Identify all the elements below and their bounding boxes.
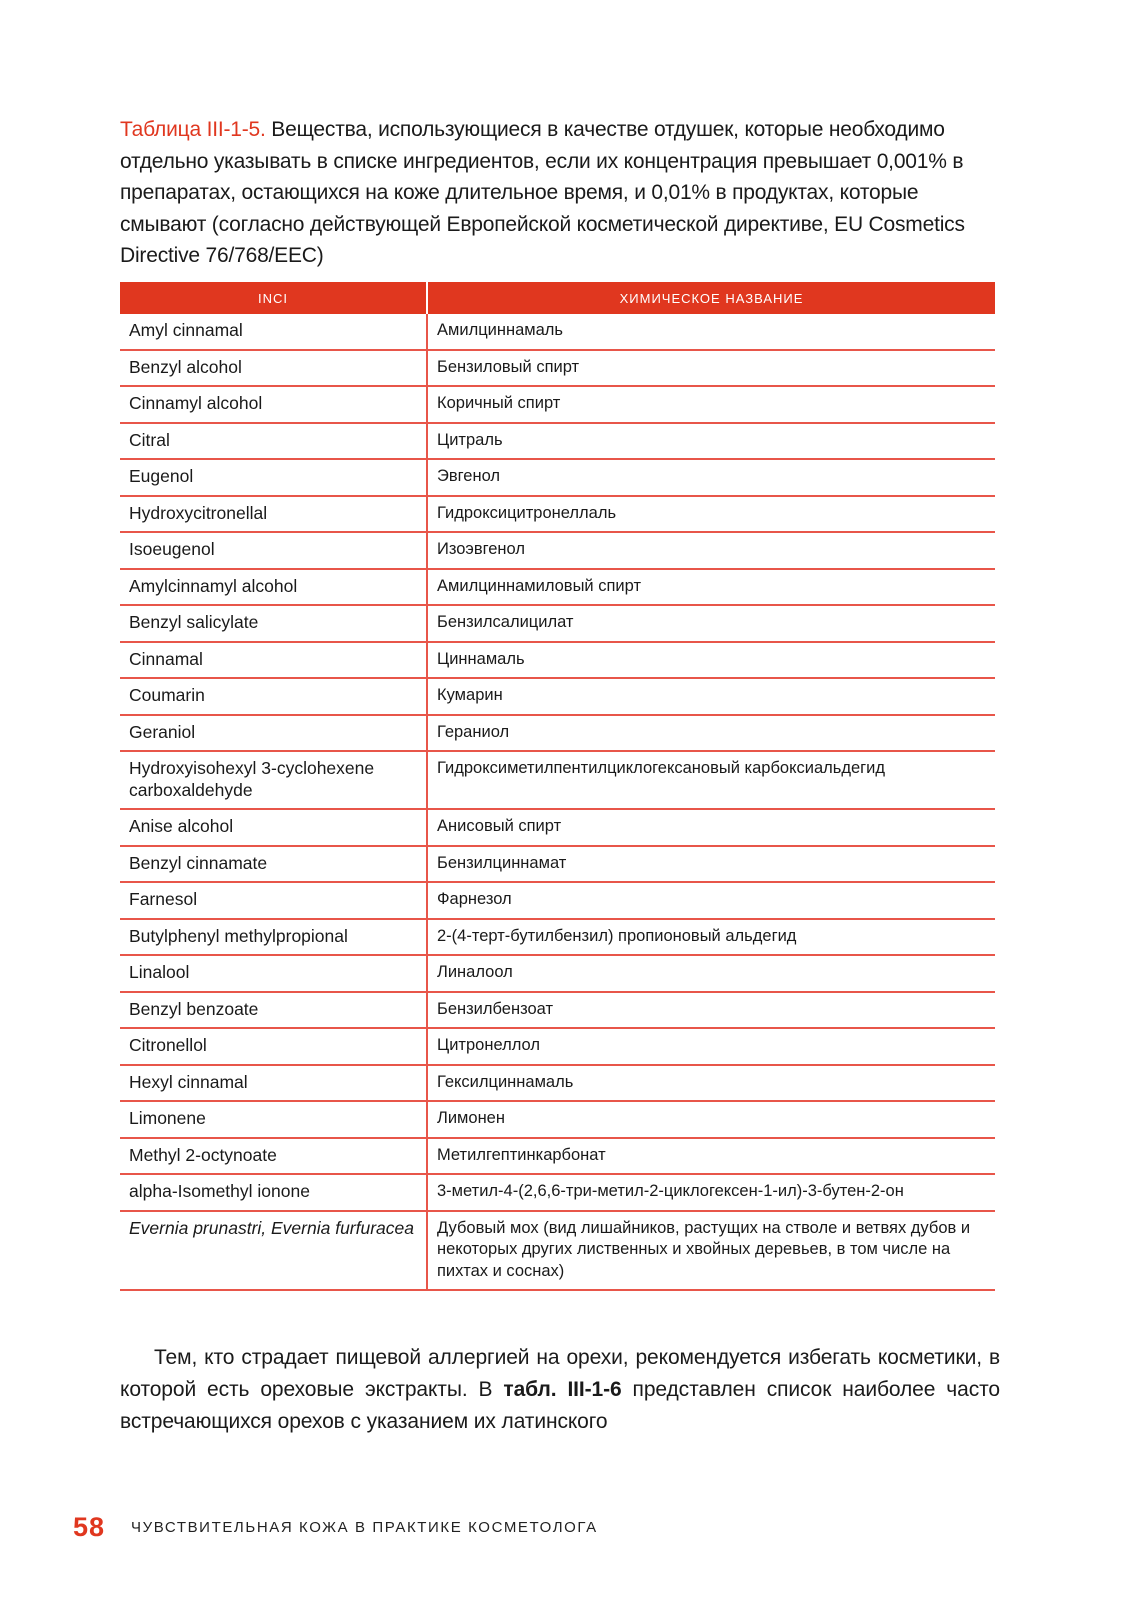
- table-row: [120, 1101, 995, 1138]
- table-row: [120, 1028, 995, 1065]
- table-caption: [120, 114, 1000, 272]
- table-row: [120, 569, 995, 606]
- inci-cell: Cinnamal: [120, 642, 427, 679]
- header-inci: INCI: [120, 282, 427, 314]
- table-row: [120, 314, 995, 350]
- table-row: [120, 423, 995, 460]
- chemical-name-cell: 2-(4-терт-бутилбензил) пропионовый альдегид: [427, 919, 995, 956]
- table-row: [120, 751, 995, 809]
- inci-cell: Benzyl cinnamate: [120, 846, 427, 883]
- inci-cell: Limonene: [120, 1101, 427, 1138]
- table-row: [120, 955, 995, 992]
- chemical-name-cell: Метилгептинкарбонат: [427, 1138, 995, 1175]
- inci-cell: alpha-Isomethyl ionone: [120, 1174, 427, 1211]
- inci-cell: Coumarin: [120, 678, 427, 715]
- chemical-name-cell: Анисовый спирт: [427, 809, 995, 846]
- caption-label: Таблица III-1-5.: [120, 118, 266, 141]
- table-row: [120, 350, 995, 387]
- caption-text: Вещества, использующиеся в качестве отдушек, которые необходимо отдельно указывать в списке ингредиентов, если их концентрация превышает 0,001% в препаратах, остающихся на коже длительное время, и 0,01% в продуктах, которые смывают (согласно действующей Европейской косметической директиве, EU Cosmetics Directive 76/768/EEC): [120, 118, 965, 267]
- chemical-name-cell: Изоэвгенол: [427, 532, 995, 569]
- inci-cell: Eugenol: [120, 459, 427, 496]
- table-row: [120, 678, 995, 715]
- inci-cell: Butylphenyl methylpropional: [120, 919, 427, 956]
- inci-cell: Amyl cinnamal: [120, 314, 427, 350]
- table-row: [120, 459, 995, 496]
- inci-cell: Citral: [120, 423, 427, 460]
- table-row: [120, 532, 995, 569]
- page-number: 58: [73, 1511, 106, 1542]
- chemical-name-cell: Бензилбензоат: [427, 992, 995, 1029]
- inci-cell: Benzyl salicylate: [120, 605, 427, 642]
- chemical-name-cell: Гексилциннамаль: [427, 1065, 995, 1102]
- chemical-name-cell: Коричный спирт: [427, 386, 995, 423]
- table-row: [120, 496, 995, 533]
- table-header-row: [120, 282, 995, 314]
- table-row: [120, 386, 995, 423]
- chemical-name-cell: 3-метил-4-(2,6,6-три-метил-2-циклогексен-1-ил)-3-бутен-2-он: [427, 1174, 995, 1211]
- chemical-name-cell: Амилциннамаль: [427, 314, 995, 350]
- table-row: [120, 809, 995, 846]
- inci-cell: Hydroxycitronellal: [120, 496, 427, 533]
- chemical-name-cell: Бензиловый спирт: [427, 350, 995, 387]
- chemical-name-cell: Бензилсалицилат: [427, 605, 995, 642]
- table-row: [120, 1065, 995, 1102]
- inci-cell: Cinnamyl alcohol: [120, 386, 427, 423]
- chemical-name-cell: Гераниол: [427, 715, 995, 752]
- inci-cell: Methyl 2-octynoate: [120, 1138, 427, 1175]
- inci-cell: Anise alcohol: [120, 809, 427, 846]
- chemical-name-cell: Лимонен: [427, 1101, 995, 1138]
- chemical-name-cell: Кумарин: [427, 678, 995, 715]
- inci-cell: Evernia prunastri, Evernia furfuracea: [120, 1211, 427, 1291]
- table-row: [120, 605, 995, 642]
- fragrance-table: [120, 282, 995, 1291]
- table-row: [120, 1138, 995, 1175]
- chemical-name-cell: Эвгенол: [427, 459, 995, 496]
- chemical-name-cell: Дубовый мох (вид лишайников, растущих на стволе и ветвях дубов и некоторых других лиственных и хвойных деревьев, в том числе на пихтах и соснах): [427, 1211, 995, 1291]
- inci-cell: Geraniol: [120, 715, 427, 752]
- table-row: [120, 919, 995, 956]
- chemical-name-cell: Цитронеллол: [427, 1028, 995, 1065]
- body-text-before: Тем, кто страдает пищевой аллергией на орехи, рекомендуется избегать косметики, в которой есть ореховые экстракты. В: [120, 1346, 1000, 1401]
- chemical-name-cell: Гидроксицитронеллаль: [427, 496, 995, 533]
- chemical-name-cell: Гидроксиметилпентилциклогексановый карбоксиальдегид: [427, 751, 995, 809]
- body-paragraph: [120, 1342, 1000, 1438]
- chemical-name-cell: Циннамаль: [427, 642, 995, 679]
- inci-cell: Benzyl alcohol: [120, 350, 427, 387]
- table-row: [120, 715, 995, 752]
- table-body: [120, 314, 995, 1290]
- inci-cell: Hydroxyisohexyl 3-cyclohexene carboxaldehyde: [120, 751, 427, 809]
- table-reference: табл. III-1-6: [503, 1378, 622, 1401]
- chemical-name-cell: Амилциннамиловый спирт: [427, 569, 995, 606]
- inci-cell: Benzyl benzoate: [120, 992, 427, 1029]
- table-row: [120, 992, 995, 1029]
- header-chemical-name: ХИМИЧЕСКОЕ НАЗВАНИЕ: [427, 282, 995, 314]
- inci-cell: Farnesol: [120, 882, 427, 919]
- inci-cell: Linalool: [120, 955, 427, 992]
- chemical-name-cell: Фарнезол: [427, 882, 995, 919]
- inci-cell: Amylcinnamyl alcohol: [120, 569, 427, 606]
- body-text-after: представлен список наиболее часто встречающихся орехов с указанием их латинского: [120, 1378, 1000, 1433]
- chemical-name-cell: Цитраль: [427, 423, 995, 460]
- table-row: [120, 1174, 995, 1211]
- chemical-name-cell: Бензилциннамат: [427, 846, 995, 883]
- table-row: [120, 882, 995, 919]
- table-row: [120, 1211, 995, 1291]
- table-row: [120, 846, 995, 883]
- table-row: [120, 642, 995, 679]
- chemical-name-cell: Линалоол: [427, 955, 995, 992]
- inci-cell: Citronellol: [120, 1028, 427, 1065]
- inci-cell: Isoeugenol: [120, 532, 427, 569]
- page-footer: [73, 1510, 598, 1544]
- running-title: ЧУВСТВИТЕЛЬНАЯ КОЖА В ПРАКТИКЕ КОСМЕТОЛОГА: [131, 1518, 598, 1536]
- inci-cell: Hexyl cinnamal: [120, 1065, 427, 1102]
